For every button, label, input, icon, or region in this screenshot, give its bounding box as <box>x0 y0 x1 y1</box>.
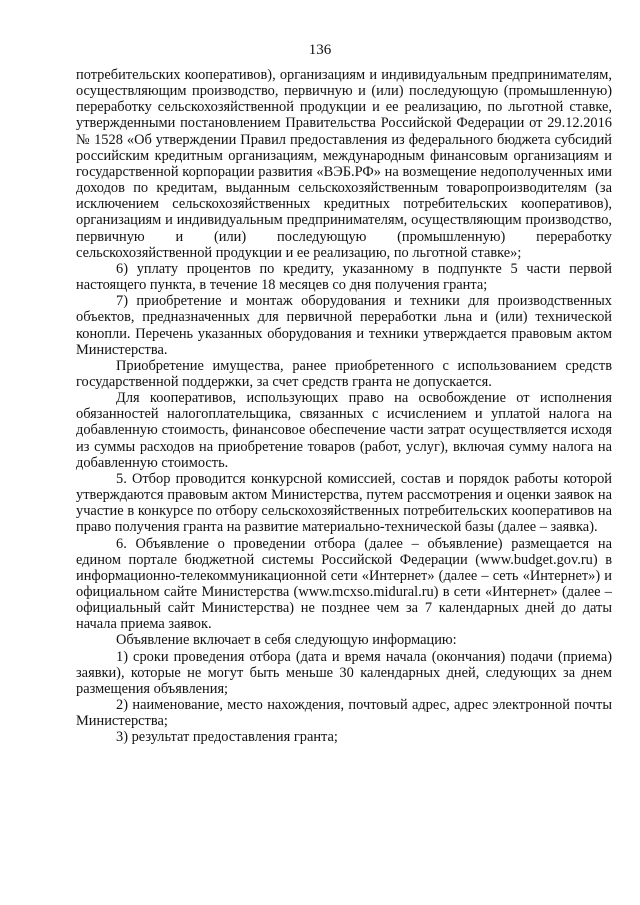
paragraph-list-item-3-grant-result: 3) результат предоставления гранта; <box>116 729 338 746</box>
paragraph-item-7-equipment: 7) приобретение и монтаж оборудования и техники для производственных объектов, предназначенных для первичной переработки льна и (или) технической конопли. Перечень указанных оборудования и техники утверждается правовым актом Министерства. <box>76 293 612 358</box>
paragraph-announcement-contents: Объявление включает в себя следующую информацию: <box>116 632 457 649</box>
paragraph-continuation-subsidy-rules: потребительских кооперативов), организациям и индивидуальным предпринимателям, осуществляющим производство, первичную и (или) последующую (промышленную) переработку сельскохозяйственной продукции и ее реализацию, по льготной ставке, утвержденными постановлением Правительства Российской Федерации от 29.12.2016 № 1528 «Об утверждении Правил предоставления из федерального бюджета субсидий российским кредитным организациям, международным финансовым организациям и государственной корпорации развития «ВЭБ.РФ» на возмещение недополученных ими доходов по кредитам, выданным сельскохозяйственным товаропроизводителям (за исключением сельскохозяйственных кредитных потребительских кооперативов), организациям и индивидуальным предпринимателям, осуществляющим производство, первичную и (или) последующую (промышленную) переработку сельскохозяйственной продукции и ее реализацию, по льготной ставке»; <box>76 67 612 261</box>
paragraph-list-item-1-deadlines: 1) сроки проведения отбора (дата и время начала (окончания) подачи (приема) заявки), которые не могут быть меньше 30 календарных дней, следующих за днем размещения объявления; <box>76 648 612 697</box>
paragraph-vat-cooperatives: Для кооперативов, использующих право на освобождение от исполнения обязанностей налогоплательщика, связанных с исчислением и уплатой налога на добавленную стоимость, финансовое обеспечение части затрат осуществляется исходя из суммы расходов на приобретение товаров (работ, услуг), включая сумму налога на добавленную стоимость. <box>76 390 612 471</box>
paragraph-property-restriction: Приобретение имущества, ранее приобретенного с использованием средств государственной поддержки, за счет средств гранта не допускается. <box>76 357 612 390</box>
page-number: 136 <box>308 42 332 58</box>
paragraph-item-6-interest: 6) уплату процентов по кредиту, указанному в подпункте 5 части первой настоящего пункта, в течение 18 месяцев со дня получения гранта; <box>76 260 612 294</box>
paragraph-list-item-2-ministry-address: 2) наименование, место нахождения, почтовый адрес, адрес электронной почты Министерства; <box>76 697 612 730</box>
paragraph-point-5-selection: 5. Отбор проводится конкурсной комиссией, состав и порядок работы которой утверждаются правовым актом Министерства, путем рассмотрения и оценки заявок на участие в конкурсе по отбору сельскохозяйственных потребительских кооперативов на право получения гранта на развитие материально-технической базы (далее – заявка). <box>76 470 612 536</box>
paragraph-point-6-announcement: 6. Объявление о проведении отбора (далее – объявление) размещается на едином портале бюджетной системы Российской Федерации (www.budget.gov.ru) в информационно-телекоммуникационной сети «Интернет» (далее – сеть «Интернет») и официальном сайте Министерства (www.mcxso.midural.ru) в сети «Интернет» (далее – официальный сайт Министерства) не позднее чем за 7 календарных дней до даты начала приема заявок. <box>76 535 612 633</box>
document-body <box>76 67 612 746</box>
